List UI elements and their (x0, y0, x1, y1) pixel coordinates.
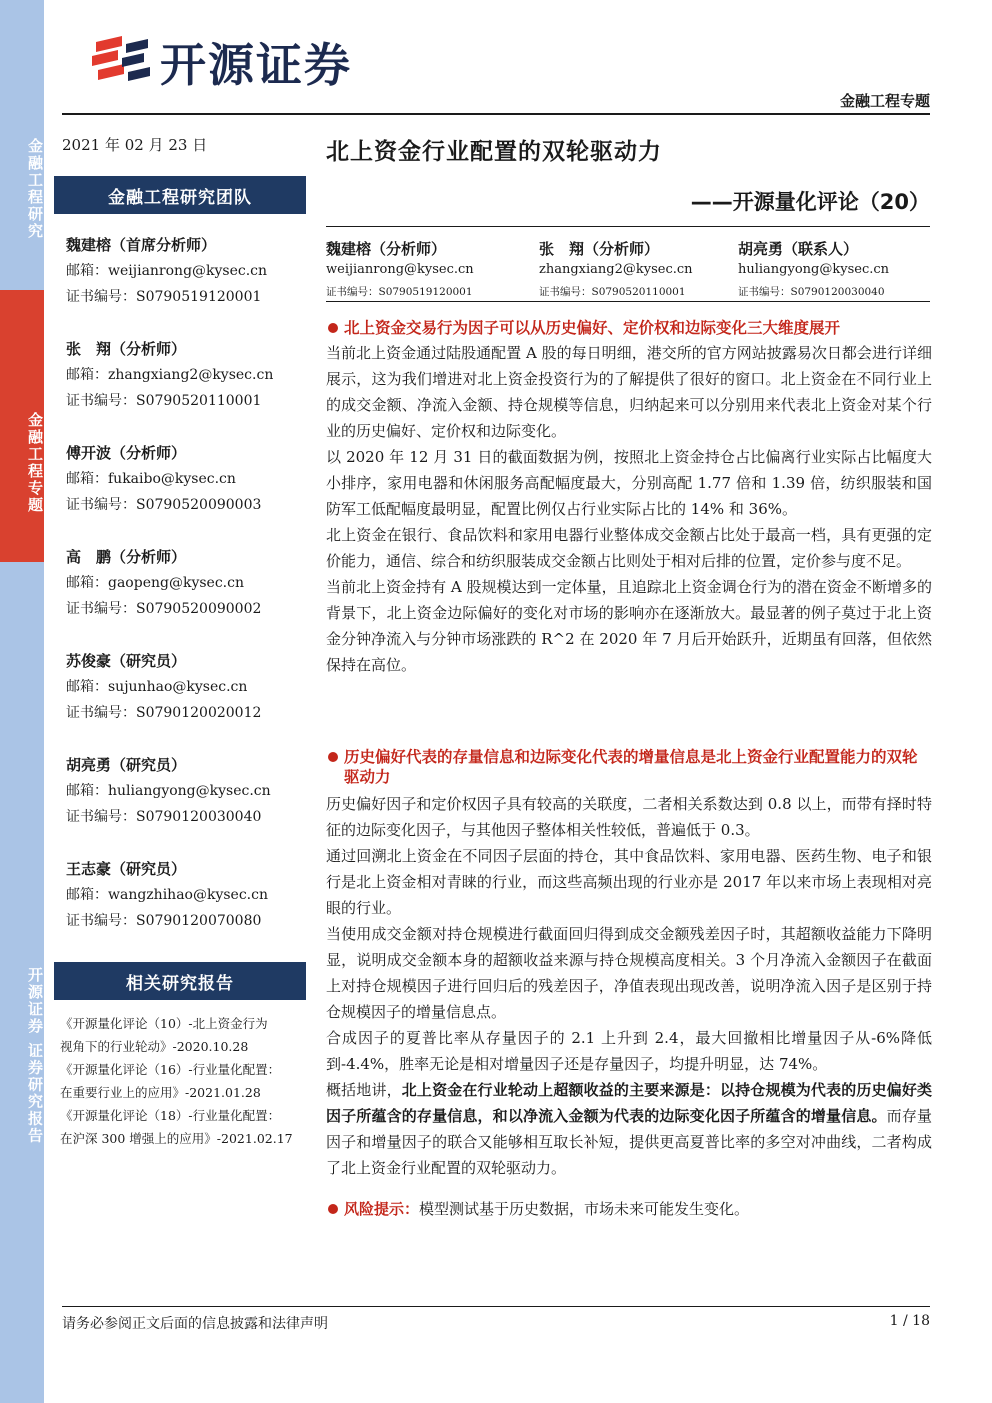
side-strip (0, 0, 44, 1403)
footer-rule (62, 1306, 930, 1307)
analyst-email: 邮箱：wangzhihao@kysec.cn (66, 887, 268, 903)
author-email: zhangxiang2@kysec.cn (539, 262, 693, 277)
paragraph: 当前北上资金通过陆股通配置 A 股的每日明细，港交所的官方网站披露易次日都会进行详细展示，这为我们增进对北上资金投资行为的了解提供了很好的窗口。北上资金在不同行业上的成交金额、净流入金额、持仓规模等信息，归纳起来可以分别用来代表北上资金对某个行业的历史偏好、定价权和边际变化。 (326, 344, 932, 440)
authors-rule (326, 226, 930, 227)
company-logo (88, 32, 352, 92)
report-title: 北上资金行业配置的双轮驱动力 (326, 139, 662, 165)
analyst-cert: 证书编号：S0790120030040 (66, 809, 262, 825)
analyst-card (66, 858, 316, 962)
author-block (738, 238, 889, 300)
paragraph: 北上资金在银行、食品饮料和家用电器行业整体成交金额占比处于最高一档，具有更强的定价能力，通信、综合和纺织服装成交金额占比则处于相对后排的位置，定价参与度不足。 (326, 526, 932, 570)
analyst-email: 邮箱：zhangxiang2@kysec.cn (66, 367, 274, 383)
summary-section-1 (326, 318, 932, 678)
report-date: 2021 年 02 月 23 日 (62, 136, 208, 154)
section-heading: 北上资金交易行为因子可以从历史偏好、定价权和边际变化三大维度展开 (326, 318, 932, 338)
conclusion-lead: 概括地讲， (326, 1081, 402, 1099)
authors-rule (326, 301, 930, 302)
conclusion-paragraph (326, 1077, 932, 1181)
author-name: 魏建榕（分析师） (326, 240, 447, 258)
conclusion-tail: 而存量因子和增量因子的联合又能够相互取长补短，提供更高夏普比率的多空对冲曲线，二者构成了北上资金行业配置的双轮驱动力。 (326, 1107, 932, 1177)
analyst-email: 邮箱：gaopeng@kysec.cn (66, 575, 244, 591)
analyst-email: 邮箱：huliangyong@kysec.cn (66, 783, 271, 799)
author-cert: 证书编号：S0790520110001 (539, 286, 686, 298)
paragraph: 历史偏好因子和定价权因子具有较高的关联度，二者相关系数达到 0.8 以上，而带有择时特征的边际变化因子，与其他因子整体相关性较低，普遍低于 0.3。 (326, 795, 932, 839)
section-heading: 历史偏好代表的存量信息和边际变化代表的增量信息是北上资金行业配置能力的双轮驱动力 (326, 747, 932, 787)
summary-section-2 (326, 747, 932, 1181)
analyst-name: 胡亮勇（研究员） (66, 756, 187, 774)
analyst-card (66, 234, 316, 338)
kaiyuan-logo-icon (88, 34, 154, 90)
related-reports-list (60, 1012, 320, 1150)
paragraph: 当前北上资金持有 A 股规模达到一定体量，且追踪北上资金调仓行为的潜在资金不断增多的背景下，北上资金边际偏好的变化对市场的影响亦在逐渐放大。最显著的例子莫过于北上资金分钟净流入与分钟市场涨跌的 R^2 在 2020 年 7 月后开始跃升，近期虽有回落，但依然保持在高位。 (326, 578, 932, 674)
related-report-line[interactable]: 在沪深 300 增强上的应用》-2021.02.17 (60, 1131, 293, 1146)
related-report-line[interactable]: 《开源量化评论（16）-行业量化配置： (60, 1062, 281, 1077)
risk-text: 模型测试基于历史数据，市场未来可能发生变化。 (419, 1200, 750, 1218)
analyst-cert: 证书编号：S0790520110001 (66, 393, 262, 409)
analyst-card (66, 442, 316, 546)
analyst-email: 邮箱：sujunhao@kysec.cn (66, 679, 248, 695)
risk-paragraph (326, 1196, 932, 1222)
related-report-line[interactable]: 《开源量化评论（18）-行业量化配置： (60, 1108, 281, 1123)
analyst-card (66, 546, 316, 650)
analyst-name: 傅开波（分析师） (66, 444, 187, 462)
side-label-topic: 金融工程专题 (0, 290, 44, 562)
paragraph: 通过回溯北上资金在不同因子层面的持仓，其中食品饮料、家用电器、医药生物、电子和银行是北上资金相对青睐的行业，而这些高频出现的行业亦是 2017 年以来市场上表现相对亮眼的行业。 (326, 847, 932, 917)
author-name: 胡亮勇（联系人） (738, 240, 859, 258)
analyst-name: 苏俊豪（研究员） (66, 652, 187, 670)
analyst-cert: 证书编号：S0790120020012 (66, 705, 262, 721)
analyst-cert: 证书编号：S0790120070080 (66, 913, 262, 929)
analyst-name: 张 翔（分析师） (66, 340, 187, 358)
paragraph: 合成因子的夏普比率从存量因子的 2.1 上升到 2.4，最大回撤相比增量因子从-6%降低到-4.4%，胜率无论是相对增量因子还是存量因子，均提升明显，达 74%。 (326, 1029, 932, 1073)
related-report-line[interactable]: 《开源量化评论（10）-北上资金行为 (60, 1016, 268, 1031)
analyst-name: 王志豪（研究员） (66, 860, 187, 878)
author-email: huliangyong@kysec.cn (738, 262, 890, 277)
author-cert: 证书编号：S0790519120001 (326, 286, 473, 298)
risk-section (326, 1196, 932, 1222)
author-name: 张 翔（分析师） (539, 240, 660, 258)
analyst-email: 邮箱：weijianrong@kysec.cn (66, 263, 268, 279)
analyst-cert: 证书编号：S0790520090002 (66, 601, 262, 617)
analyst-name: 高 鹏（分析师） (66, 548, 187, 566)
analyst-cert: 证书编号：S0790519120001 (66, 289, 262, 305)
related-report-line[interactable]: 在重要行业上的应用》-2021.01.28 (60, 1085, 261, 1100)
header-rule (62, 113, 930, 115)
author-email: weijianrong@kysec.cn (326, 262, 474, 277)
paragraph: 当使用成交金额对持仓规模进行截面回归得到成交金额残差因子时，其超额收益能力下降明显，说明成交金额本身的超额收益来源与持仓规模高度相关。3 个月净流入金额因子在截面上对持仓规模因子进行回归后的残差因子，净值表现出现改善，说明净流入因子是区别于持仓规模因子的增量信息点。 (326, 925, 932, 1021)
author-block (326, 238, 474, 300)
analyst-card (66, 754, 316, 858)
report-subtitle: ——开源量化评论（20） (690, 190, 930, 214)
side-label-research: 金融工程研究 (0, 0, 44, 290)
bullet-dot-icon (328, 1204, 338, 1214)
author-block (539, 238, 693, 300)
page-number: 1 / 18 (889, 1313, 930, 1329)
analyst-cert: 证书编号：S0790520090003 (66, 497, 262, 513)
side-label-report: 开源证券 证券研究报告 (0, 562, 44, 1403)
paragraph: 以 2020 年 12 月 31 日的截面数据为例，按照北上资金持仓占比偏离行业实际占比幅度大小排序，家用电器和休闲服务高配幅度最大，分别高配 1.77 倍和 1.39 倍，纺织服装和国防军工低配幅度最明显，配置比例仅占行业实际占比的 14% 和 36%。 (326, 448, 932, 518)
footer-disclaimer: 请务必参阅正文后面的信息披露和法律声明 (62, 1316, 328, 1332)
conclusion-emphasis: 北上资金在行业轮动上超额收益的主要来源是：以持仓规模为代表的历史偏好类因子所蕴含的存量信息，和以净流入金额为代表的边际变化因子所蕴含的增量信息。 (326, 1081, 932, 1125)
analyst-list (66, 234, 316, 962)
analyst-name: 魏建榕（首席分析师） (66, 236, 217, 254)
team-banner: 金融工程研究团队 (54, 176, 306, 214)
analyst-card (66, 650, 316, 754)
analyst-email: 邮箱：fukaibo@kysec.cn (66, 471, 236, 487)
author-cert: 证书编号：S0790120030040 (738, 286, 885, 298)
risk-label: 风险提示： (344, 1200, 420, 1218)
analyst-card (66, 338, 316, 442)
related-reports-banner: 相关研究报告 (54, 962, 306, 1000)
related-report-line[interactable]: 视角下的行业轮动》-2020.10.28 (60, 1039, 249, 1054)
series-tag: 金融工程专题 (839, 92, 930, 110)
logo-text: 开源证券 (160, 38, 352, 92)
